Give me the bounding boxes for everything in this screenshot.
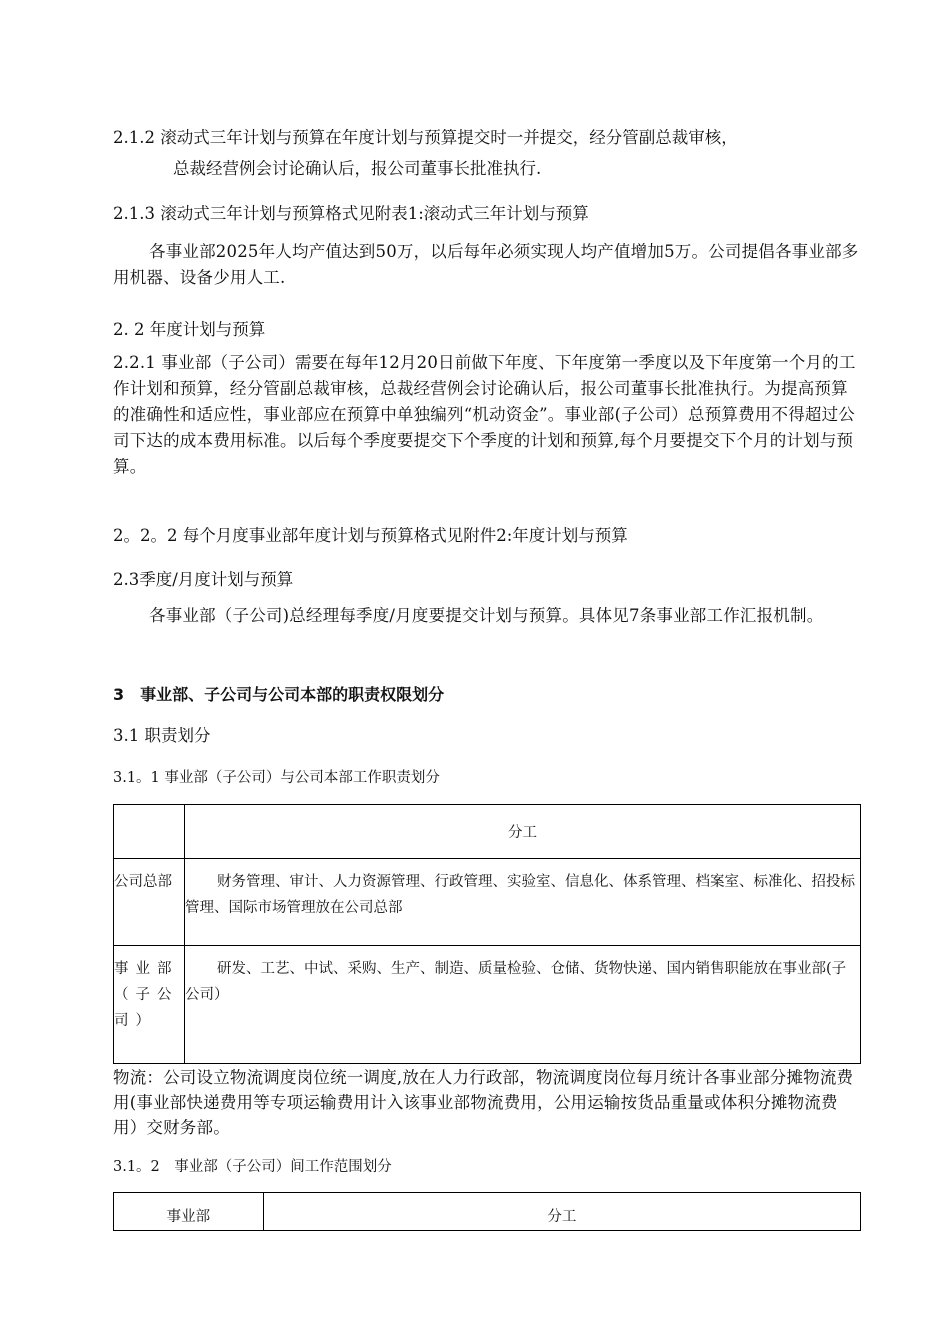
heading-3: 3 事业部、子公司与公司本部的职责权限划分 [113,685,445,704]
para-2-1-2-line1: 2.1.2 滚动式三年计划与预算在年度计划与预算提交时一并提交，经分管副总裁审核， [113,128,738,147]
para-target: 各事业部2025年人均产值达到50万，以后每年必须实现人均产值增加5万。公司提倡各事业部多用机器、设备少用人工. [113,242,859,287]
table-row-unit: 公司总部 [114,859,185,946]
table-header-division: 分工 [263,1193,860,1231]
para-logistics: 物流：公司设立物流调度岗位统一调度,放在人力行政部，物流调度岗位每月统计各事业部分摊物流费用(事业部快递费用等专项运输费用计入该事业部物流费用，公用运输按货品重量或体积分摊物流费用）交财务部。 [113,1068,854,1137]
table-header-unit: 事业部 [114,1193,264,1231]
scope-table [113,1192,861,1231]
table-row-division: 财务管理、审计、人力资源管理、行政管理、实验室、信息化、体系管理、档案室、标准化、招投标管理、国际市场管理放在公司总部 [184,859,860,946]
heading-3-1-2: 3.1。2 事业部（子公司）间工作范围划分 [113,1159,392,1175]
table-header-row [114,805,861,859]
duty-table [113,804,861,1064]
para-2-3: 各事业部（子公司)总经理每季度/月度要提交计划与预算。具体见7条事业部工作汇报机制。 [149,606,824,625]
heading-2-2: 2. 2 年度计划与预算 [113,320,266,339]
para-2-1-2-line2: 总裁经营例会讨论确认后，报公司董事长批准执行. [173,159,542,178]
heading-3-1-1: 3.1。1 事业部（子公司）与公司本部工作职责划分 [113,770,440,786]
table-header-division: 分工 [184,805,860,859]
para-2-2-1: 2.2.1 事业部（子公司）需要在每年12月20日前做下年度、下年度第一季度以及下年度第一个月的工作计划和预算，经分管副总裁审核，总裁经营例会讨论确认后，报公司董事长批准执行。为提高预算的准确性和适应性，事业部应在预算中单独编列“机动资金”。事业部(子公司）总预算费用不得超过公司下达的成本费用标准。以后每个季度要提交下个季度的计划和预算,每个月要提交下个月的计划与预算。 [113,353,856,476]
table-row-division: 研发、工艺、中试、采购、生产、制造、质量检验、仓储、货物快递、国内销售职能放在事业部(子公司） [184,946,860,1064]
table-row-unit: 事业部（子公司） [114,946,185,1064]
para-2-2-2: 2。2。2 每个月度事业部年度计划与预算格式见附件2:年度计划与预算 [113,526,628,545]
table-header-empty [114,805,185,859]
table-header-row [114,1193,861,1231]
table-row [114,859,861,946]
table-row [114,946,861,1064]
heading-2-3: 2.3季度/月度计划与预算 [113,570,294,589]
heading-3-1: 3.1 职责划分 [113,726,211,745]
para-2-1-3: 2.1.3 滚动式三年计划与预算格式见附表1:滚动式三年计划与预算 [113,204,589,223]
